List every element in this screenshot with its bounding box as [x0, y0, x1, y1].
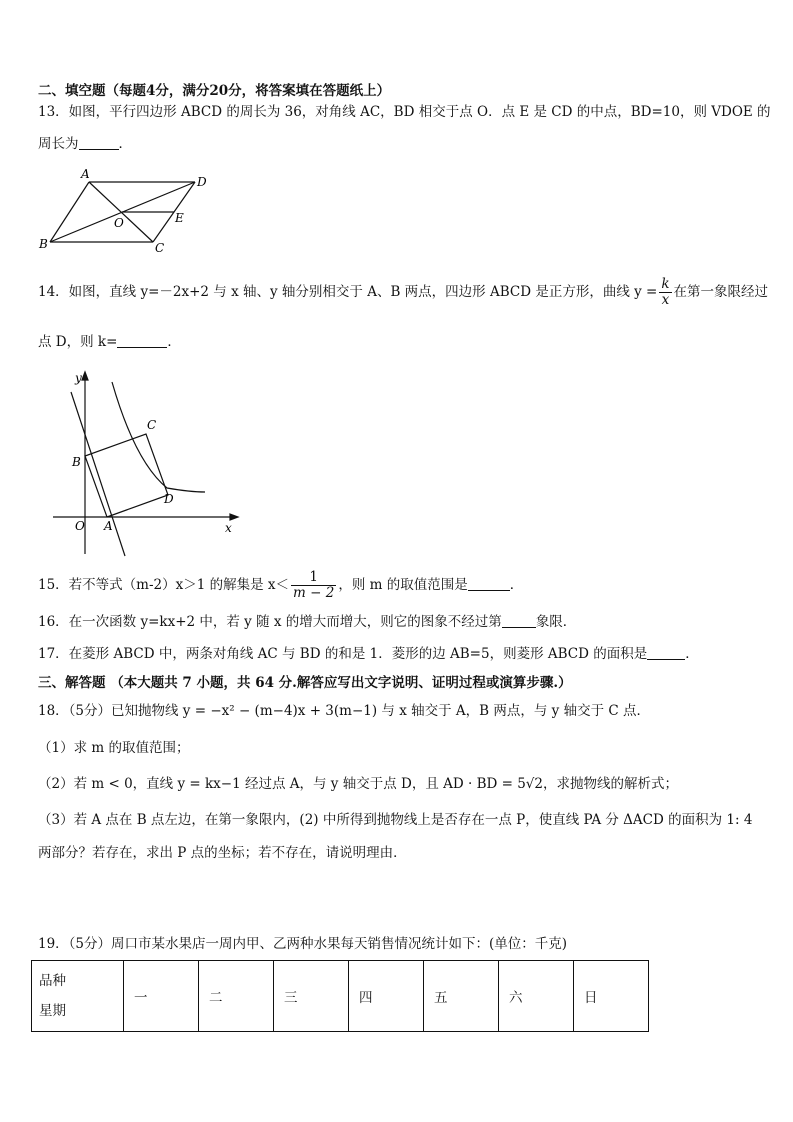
- q18-part3-line1: （3）若 A 点在 B 点左边，在第一象限内，(2) 中所得到抛物线上是否存在一点 P，使直线 PA 分 ΔACD 的面积为 1: 4: [38, 812, 753, 828]
- q18-part1: （1）求 m 的取值范围；: [38, 740, 190, 756]
- table-header-variety: 品种: [39, 973, 66, 989]
- q18-text-line1: 18．（5分）已知抛物线 y = −x² − (m−4)x + 3(m−1) 与 x 轴交于 A，B 两点，与 y 轴交于 C 点．: [38, 703, 650, 719]
- q13-text-line2: [38, 136, 132, 152]
- q15-fraction: [291, 570, 336, 601]
- q17-text-post: ．: [685, 646, 699, 662]
- q14-label-o: O: [75, 519, 85, 533]
- q16-answer-blank[interactable]: [502, 614, 536, 628]
- q14-text-line1: [38, 277, 768, 308]
- table-cell-day: 四: [349, 961, 424, 1032]
- q14-fraction: [659, 277, 671, 308]
- q13-answer-blank[interactable]: [79, 136, 119, 150]
- section-2-title: 二、填空题（每题4分，满分20分，将答案填在答题纸上）: [38, 83, 391, 99]
- q14-label-b: B: [72, 455, 81, 469]
- q13-text-line1: 13．如图，平行四边形 ABCD 的周长为 36，对角线 AC，BD 相交于点 O．点 E 是 CD 的中点，BD=10，则 VDOE 的: [38, 104, 771, 120]
- q14-answer-blank[interactable]: [117, 334, 167, 348]
- table-cell-day: 日: [574, 961, 649, 1032]
- q13-label-d: D: [197, 175, 207, 189]
- table-cell-day: 一: [124, 961, 199, 1032]
- q14-label-d: D: [164, 492, 174, 506]
- q14-coordinate-figure: [45, 362, 245, 562]
- q13-label-o: O: [114, 216, 124, 230]
- q14-text-post: 在第一象限经过: [673, 284, 769, 300]
- q17-text: [38, 646, 699, 662]
- section-3-title: 三、解答题 （本大题共 7 小题，共 64 分.解答应写出文字说明、证明过程或演算步骤.）: [38, 675, 572, 691]
- q14-fraction-denominator: x: [661, 292, 670, 308]
- q15-text-end: ．: [509, 577, 524, 593]
- table-header-weekday: 星期: [39, 1003, 66, 1019]
- q17-text-pre: 17．在菱形 ABCD 中，两条对角线 AC 与 BD 的和是 1．菱形的边 AB=5，则菱形 ABCD 的面积是: [38, 646, 648, 662]
- table-header-cell: [32, 961, 124, 1032]
- q14-text-pre: 14．如图，直线 y=－2x+2 与 x 轴、y 轴分别相交于 A、B 两点，四边形 ABCD 是正方形，曲线 y =: [38, 284, 658, 300]
- q13-label-b: B: [39, 237, 48, 251]
- q15-text-pre: 15．若不等式（m-2）x＞1 的解集是 x＜: [38, 577, 290, 593]
- q14-prefix: 点 D，则 k=: [38, 334, 118, 350]
- q14-suffix: ．: [167, 334, 181, 350]
- table-cell-day: 六: [499, 961, 574, 1032]
- q18-part2: （2）若 m < 0，直线 y = kx−1 经过点 A，与 y 轴交于点 D，且 AD · BD = 5√2，求抛物线的解析式；: [38, 776, 678, 792]
- q13-suffix: ．: [118, 136, 132, 152]
- q14-label-x: x: [225, 521, 232, 535]
- q14-label-a: A: [104, 519, 113, 533]
- table-cell-day: 五: [424, 961, 499, 1032]
- q17-answer-blank[interactable]: [647, 646, 685, 660]
- q13-label-c: C: [155, 241, 165, 255]
- q16-text-post: 象限．: [535, 614, 577, 630]
- q13-parallelogram-figure: [30, 160, 230, 260]
- q13-label-e: E: [175, 211, 184, 225]
- q14-text-line2: [38, 334, 181, 350]
- q18-part3-line2: 两部分？若存在，求出 P 点的坐标；若不存在，请说明理由．: [38, 845, 407, 861]
- q14-label-c: C: [147, 418, 157, 432]
- q13-label-a: A: [81, 167, 90, 181]
- q19-text-line1: 19．（5分）周口市某水果店一周内甲、乙两种水果每天销售情况统计如下：(单位：千克): [38, 936, 568, 952]
- q19-sales-table: [31, 960, 649, 1032]
- q16-text-pre: 16．在一次函数 y=kx+2 中，若 y 随 x 的增大而增大，则它的图象不经过第: [38, 614, 502, 630]
- q15-fraction-numerator: 1: [291, 570, 336, 586]
- q15-fraction-denominator: m − 2: [293, 585, 335, 601]
- q16-text: [38, 614, 576, 630]
- table-row: [32, 961, 649, 1032]
- q14-label-y: y: [75, 371, 82, 385]
- q15-text-post: ，则 m 的取值范围是: [338, 577, 468, 593]
- q14-fraction-numerator: k: [661, 276, 670, 292]
- table-cell-day: 三: [274, 961, 349, 1032]
- q13-prefix: 周长为: [38, 136, 79, 152]
- table-cell-day: 二: [199, 961, 274, 1032]
- q15-text: [38, 570, 523, 601]
- q15-answer-blank[interactable]: [468, 577, 510, 591]
